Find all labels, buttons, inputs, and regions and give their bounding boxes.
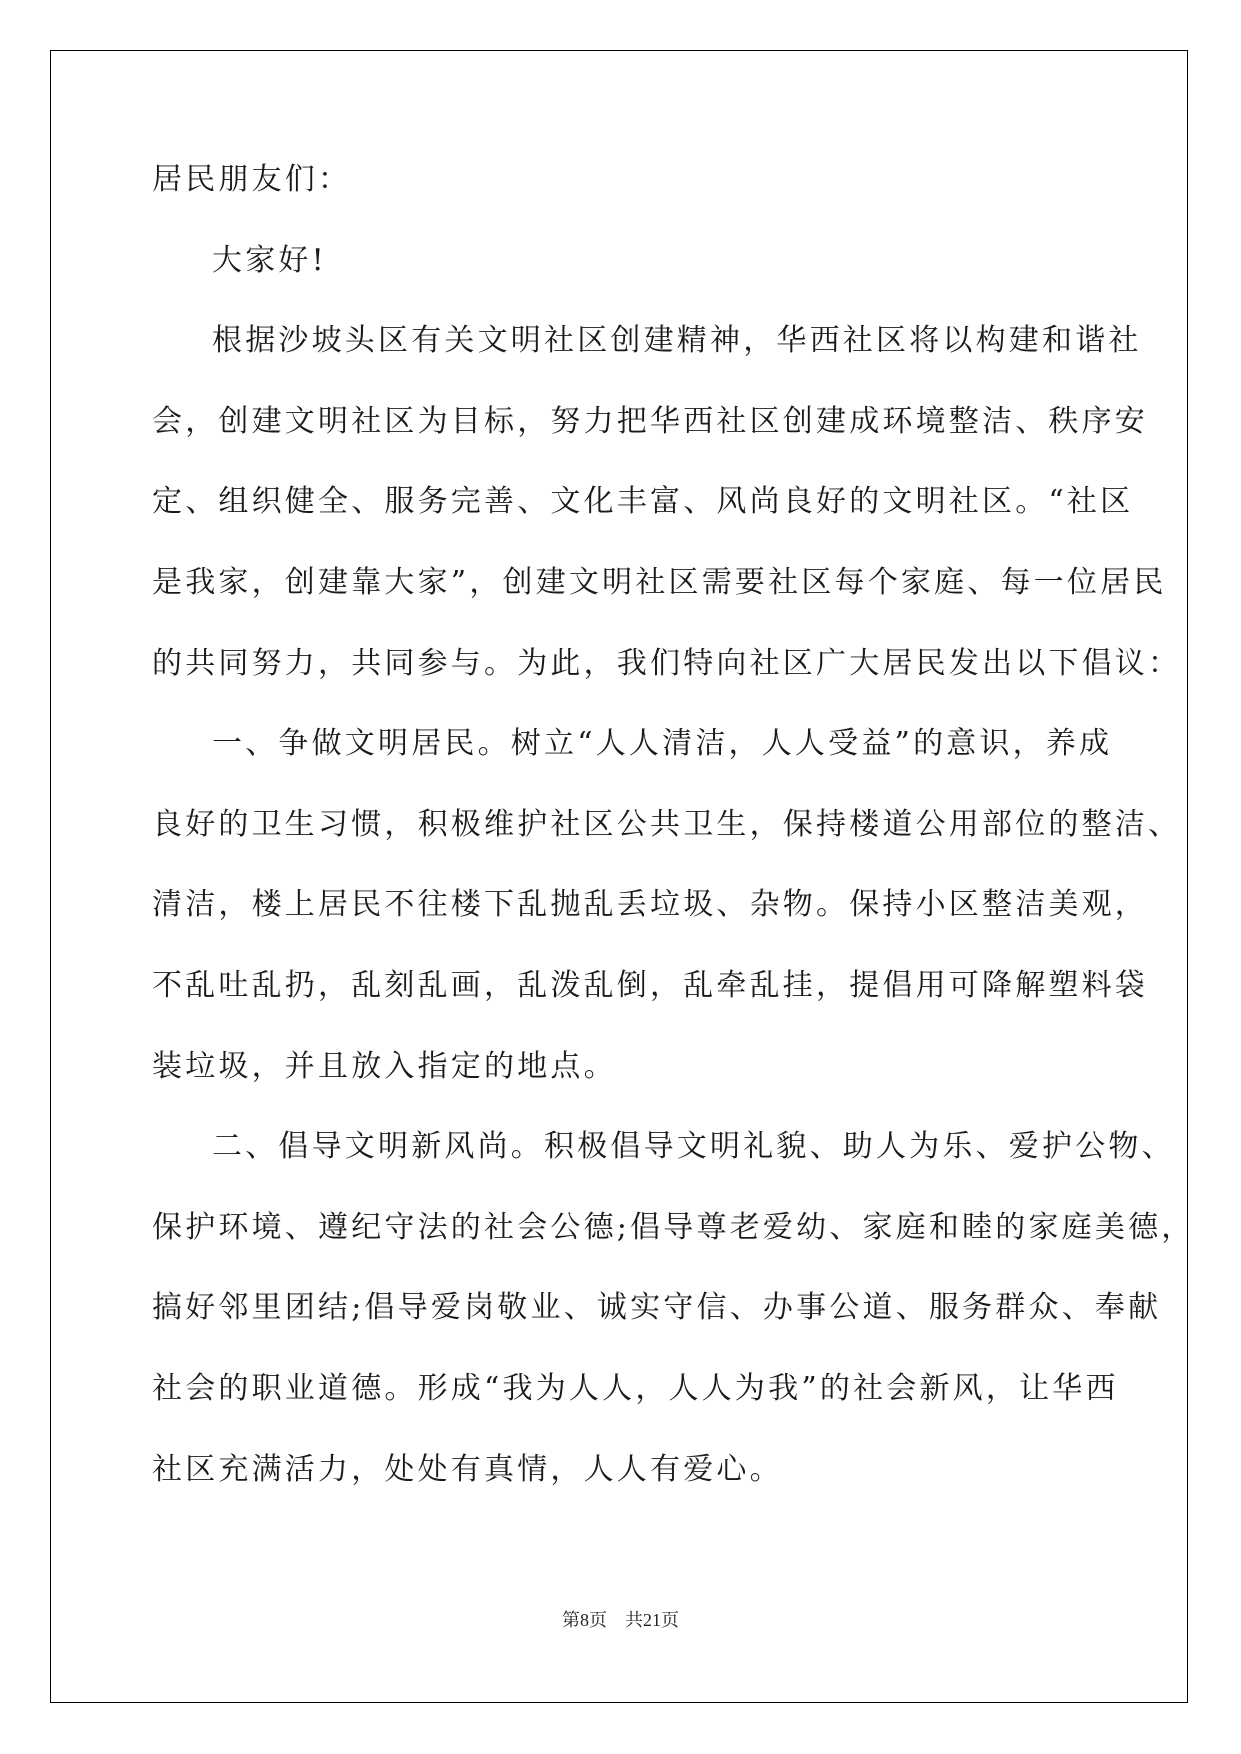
paragraph-line: 清洁，楼上居民不往楼下乱抛乱丢垃圾、杂物。保持小区整洁美观， <box>152 887 1148 923</box>
page-number: 第8页 共21页 <box>562 1610 679 1630</box>
paragraph-line: 装垃圾，并且放入指定的地点。 <box>152 1048 617 1084</box>
paragraph-line: 会，创建文明社区为目标，努力把华西社区创建成环境整洁、秩序安 <box>152 403 1148 439</box>
document-body <box>152 162 1195 1535</box>
paragraph-line: 根据沙坡头区有关文明社区创建精神，华西社区将以构建和谐社 <box>212 323 1142 359</box>
paragraph-line: 良好的卫生习惯，积极维护社区公共卫生，保持楼道公用部位的整洁、 <box>152 806 1182 842</box>
paragraph-line: 保护环境、遵纪守法的社会公德;倡导尊老爱幼、家庭和睦的家庭美德， <box>152 1209 1195 1245</box>
paragraph-line: 一、争做文明居民。树立“人人清洁，人人受益”的意识，养成 <box>212 726 1113 762</box>
greeting: 居民朋友们： <box>152 162 352 197</box>
paragraph-line: 社区充满活力，处处有真情，人人有爱心。 <box>152 1451 783 1487</box>
paragraph-line: 的共同努力，共同参与。为此，我们特向社区广大居民发出以下倡议： <box>152 645 1182 681</box>
paragraph-line: 不乱吐乱扔，乱刻乱画，乱泼乱倒，乱牵乱挂，提倡用可降解塑料袋 <box>152 967 1148 1003</box>
paragraph-line: 定、组织健全、服务完善、文化丰富、风尚良好的文明社区。“社区 <box>152 484 1134 520</box>
salutation: 大家好! <box>212 242 327 278</box>
paragraph-line: 社会的职业道德。形成“我为人人，人人为我”的社会新风，让华西 <box>152 1370 1119 1406</box>
paragraph-line: 是我家，创建靠大家”，创建文明社区需要社区每个家庭、每一位居民 <box>152 564 1167 600</box>
paragraph-line: 二、倡导文明新风尚。积极倡导文明礼貌、助人为乐、爱护公物、 <box>212 1129 1175 1165</box>
paragraph-line: 搞好邻里团结;倡导爱岗敬业、诚实守信、办事公道、服务群众、奉献 <box>152 1290 1162 1326</box>
